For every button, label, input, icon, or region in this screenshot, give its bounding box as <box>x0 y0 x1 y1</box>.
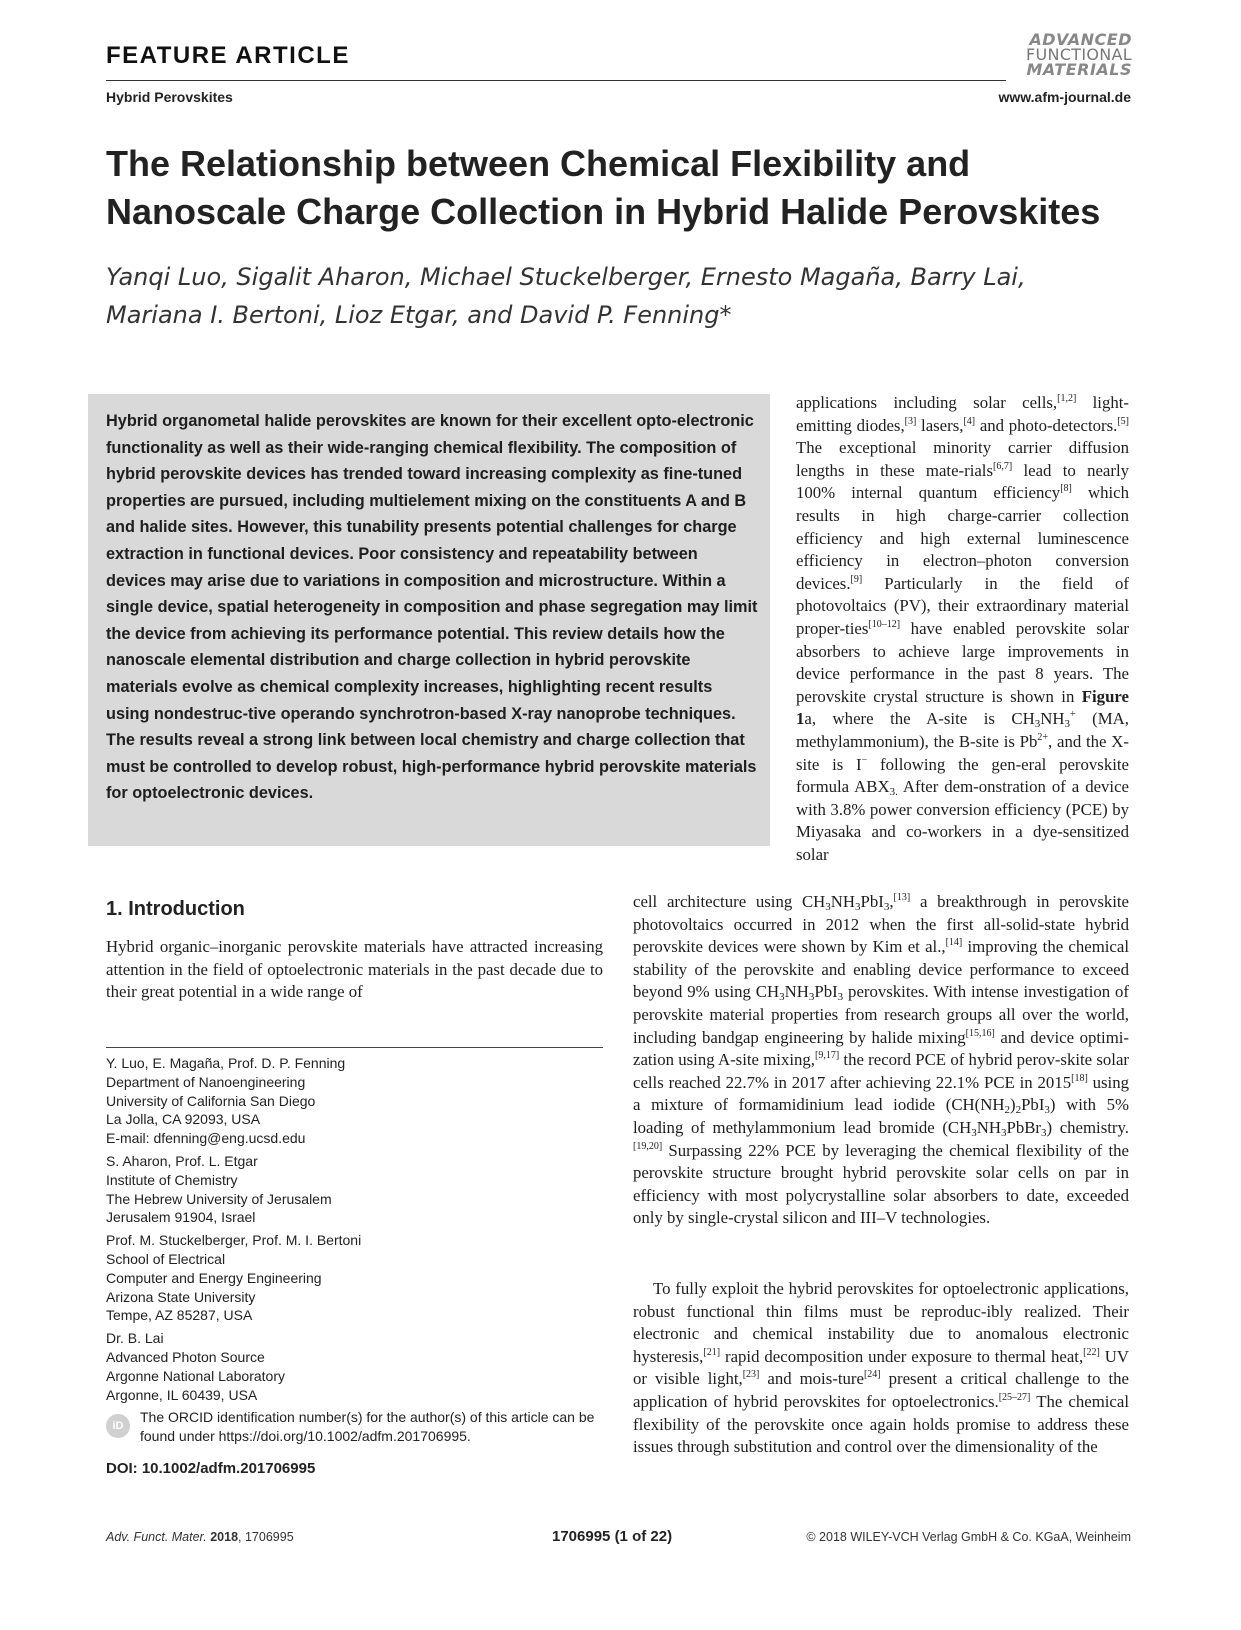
citation[interactable]: [18] <box>1071 1072 1088 1084</box>
intro-paragraph: Hybrid organic–inorganic perovskite materials have attracted increasing attention in the field of optoelectronic materials in the past decade due to their great potential in a wide range of <box>106 937 603 1002</box>
citation[interactable]: [25–27] <box>998 1391 1031 1403</box>
orcid-text[interactable]: The ORCID identification number(s) for the author(s) of this article can be found under https://doi.org/10.1002/adfm.201706995. <box>140 1409 595 1444</box>
footer-journal: Adv. Funct. Mater. <box>106 1530 207 1544</box>
affiliation-line: S. Aharon, Prof. L. Etgar <box>106 1152 258 1169</box>
affiliation-divider <box>106 1047 603 1048</box>
section-heading: 1. Introduction <box>106 898 245 920</box>
affiliation-line: Dr. B. Lai <box>106 1330 164 1347</box>
citation[interactable]: [10–12] <box>868 618 901 630</box>
citation[interactable]: [13] <box>893 892 911 903</box>
citation[interactable]: [3] <box>904 415 917 427</box>
orcid-icon: iD <box>106 1414 130 1438</box>
citation[interactable]: [19,20] <box>633 1140 663 1152</box>
body-paragraph: To fully exploit the hybrid perovskites for optoelectronic applications, robust functional thin films must be reproduc-ibly realized. Their electronic and chemical instability due to anomalous electronic hysteresis,[21] rapid decomposition under exposure to thermal heat,[22] UV or visible light,[23] and mois-ture[24] present a critical challenge to the application of hybrid perovskites for optoelectronics.[25–27] The chemical flexibility of the perovskite once again holds promise to address these issues through substitution and control over the dimensionality of the <box>633 1279 1129 1457</box>
citation[interactable]: [9,17] <box>814 1050 840 1062</box>
doi[interactable]: DOI: 10.1002/adfm.201706995 <box>106 1460 316 1477</box>
abstract-text: Hybrid organometal halide perovskites are known for their excellent opto-electronic functionality as well as their wide-ranging chemical flexibility. The composition of hybrid perovskite devices has trended toward increasing complexity as fine-tuned properties are pursued, including multielement mixing on the constituents A and B and halide sites. However, this tunability presents potential challenges for charge extraction in functional devices. Poor consistency and repeatability between devices may arise due to variations in composition and microstructure. Within a single device, spatial heterogeneity in composition and phase segregation may limit the device from achieving its performance potential. This review details how the nanoscale elemental distribution and charge collection in hybrid perovskite materials evolve as chemical complexity increases, highlighting recent results using nondestruc-tive operando synchrotron-based X-ray nanoprobe techniques. The results reveal a strong link between local chemistry and charge collection that must be controlled to develop robust, high-performance hybrid perovskite materials for optoelectronic devices. <box>106 412 758 803</box>
logo-line: MATERIALS <box>1026 60 1132 79</box>
affiliation-block <box>106 1152 603 1227</box>
affiliation-block <box>106 1231 603 1325</box>
citation[interactable]: [24] <box>863 1369 881 1381</box>
citation[interactable]: [6,7] <box>993 460 1013 472</box>
journal-url[interactable]: www.afm-journal.de <box>998 89 1131 105</box>
header-divider <box>106 80 1006 81</box>
citation[interactable]: [1,2] <box>1057 393 1077 404</box>
copyright: © 2018 WILEY-VCH Verlag GmbH & Co. KGaA, Weinheim <box>806 1530 1131 1544</box>
citation[interactable]: [14] <box>945 937 963 949</box>
citation[interactable]: [4] <box>963 415 976 427</box>
affiliation-line: Advanced Photon Source <box>106 1348 265 1365</box>
journal-logo <box>1026 32 1132 77</box>
citation[interactable]: [5] <box>1117 415 1129 427</box>
citation[interactable]: [23] <box>742 1369 760 1381</box>
author-list <box>106 258 1136 334</box>
affiliation-line: Tempe, AZ 85287, USA <box>106 1307 253 1324</box>
section-label: Hybrid Perovskites <box>106 89 233 105</box>
affiliation-line: Argonne, IL 60439, USA <box>106 1386 258 1403</box>
figure-link[interactable]: Figure 1 <box>796 686 1129 729</box>
citation[interactable]: [15,16] <box>965 1027 995 1039</box>
affiliation-line: Department of Nanoengineering <box>106 1073 306 1090</box>
affiliation-line: Jerusalem 91904, Israel <box>106 1209 256 1226</box>
page-number: 1706995 (1 of 22) <box>552 1528 673 1545</box>
feature-article-label: FEATURE ARTICLE <box>106 42 350 69</box>
logo-line: FUNCTIONAL <box>1026 45 1132 64</box>
email-link[interactable]: E-mail: dfenning@eng.ucsd.edu <box>106 1130 306 1147</box>
affiliation-line: Argonne National Laboratory <box>106 1367 286 1384</box>
footer-citation <box>106 1530 294 1544</box>
affiliations <box>106 1054 603 1408</box>
citation[interactable]: [8] <box>1060 483 1072 495</box>
article-title: The Relationship between Chemical Flexibility and Nanoscale Charge Collection in Hybrid Halide Perovskites <box>106 143 1101 232</box>
affiliation-block <box>106 1329 603 1404</box>
author-line: Yanqi Luo, Sigalit Aharon, Michael Stuckelberger, Ernesto Magaña, Barry Lai, <box>106 263 1026 291</box>
affiliation-line: La Jolla, CA 92093, USA <box>106 1111 261 1128</box>
citation[interactable]: [21] <box>703 1346 721 1358</box>
affiliation-line: Computer and Energy Engineering <box>106 1269 322 1286</box>
logo-line: ADVANCED <box>1029 30 1132 49</box>
citation[interactable]: [22] <box>1083 1346 1100 1358</box>
affiliation-line: The Hebrew University of Jerusalem <box>106 1190 332 1207</box>
affiliation-line: Prof. M. Stuckelberger, Prof. M. I. Bertoni <box>106 1232 362 1249</box>
author-line: Mariana I. Bertoni, Lioz Etgar, and David P. Fenning* <box>106 301 732 329</box>
affiliation-line: School of Electrical <box>106 1250 226 1267</box>
affiliation-block <box>106 1054 603 1148</box>
affiliation-line: University of California San Diego <box>106 1092 316 1109</box>
citation[interactable]: [9] <box>850 573 863 585</box>
affiliation-line: Institute of Chemistry <box>106 1171 238 1188</box>
affiliation-line: Y. Luo, E. Magaña, Prof. D. P. Fenning <box>106 1055 346 1071</box>
footer-article-no: , 1706995 <box>238 1530 294 1544</box>
body-paragraph: applications including solar cells,[1,2] light-emitting diodes,[3] lasers,[4] and photo-detectors.[5] The exceptional minority carrier diffusion lengths in these mate-rials[6,7] lead to nearly 100% internal quantum efficiency[8] which results in high charge-carrier collection efficiency and high external luminescence efficiency in electron–photon conversion devices.[9] Particularly in the field of photovoltaics (PV), their extraordinary material proper-ties[10–12] have enabled perovskite solar absorbers to achieve large improvements in device performance in the past 8 years. The perovskite crystal structure is shown in Figure 1a, where the A-site is $CH_3NH_3^+$ (MA, methylammonium), the B-site is $Pb^{2+}$, and the X-site is I− following the gen-eral perovskite formula $ABX_{3.}$ After dem-onstration of a device with 3.8% power conversion efficiency (PCE) by Miyasaka and co-workers in a dye-sensitized solar <box>796 393 1129 864</box>
footer-year: 2018 <box>210 1530 239 1544</box>
body-paragraph: cell architecture using $CH_3NH_3PbI_3,[13]$ a breakthrough in perovskite photovoltaics occurred in 2012 when the first all-solid-state hybrid perovskite devices were shown by Kim et al.,[14] improving the chemical stability of the perovskite and enabling device performance to exceed beyond 9% using $CH_3NH_3PbI_3$ perovskites. With intense investigation of perovskite material properties from research groups all over the world, including bandgap engineering by halide mixing[15,16] and device optimi-zation using A-site mixing,[9,17] the record PCE of hybrid perov-skite solar cells reached 22.7% in 2017 after achieving 22.1% PCE in 2015[18] using a mixture of formamidinium lead iodide $(CH(NH_2)_2PbI_3)$ with 5% loading of methylammonium lead bromide $(CH_3NH_3PbBr_3)$ chemistry.[19,20] Surpassing 22% PCE by leveraging the chemical flexibility of the perovskite structure brought hybrid perovskite solar cells on par in efficiency with most polycrystalline solar absorbers to date, exceeded only by single-crystal silicon and III–V technologies. <box>633 892 1130 1228</box>
affiliation-line: Arizona State University <box>106 1288 256 1305</box>
